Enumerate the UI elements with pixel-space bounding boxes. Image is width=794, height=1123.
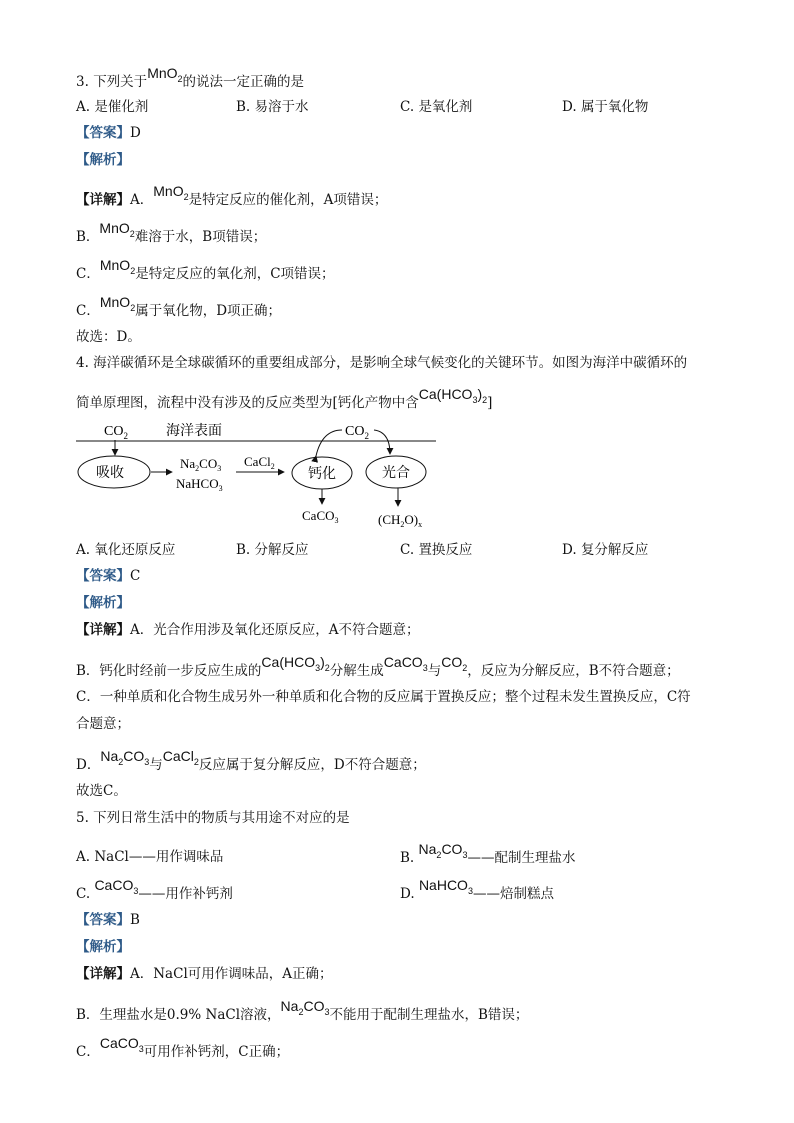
- co2-top-label: $CO_2$: [345, 424, 369, 441]
- q3-detail-d: C．MnO$_2$属于氧化物，D项正确；: [76, 294, 282, 319]
- svg-text:钙化: 钙化: [308, 467, 336, 482]
- q4-detail-c-line1: C．一种单质和化合物生成另外一种单质和化合物的反应属于置换反应；整个过程未发生置换反应，C符: [76, 689, 691, 705]
- q5-answer: 【答案】B: [76, 912, 140, 928]
- question-number: 3.: [76, 74, 89, 90]
- q3-stem: 3. 下列关于MnO$_2$的说法一定正确的是: [76, 65, 305, 90]
- q3-detail-c: C．MnO$_2$是特定反应的氧化剂，C项错误；: [76, 257, 335, 282]
- q4-detail-b: B．钙化时经前一步反应生成的$Ca(HCO_3)_2$分解生成CaCO$_3$与$CO_2$，反应为分解反应，B不符合题意；: [76, 654, 680, 679]
- carbon-cycle-diagram: [74, 418, 444, 530]
- ch2o-label: $(CH_2O)_x$: [378, 512, 423, 529]
- q3-option-c: C. 是氧化剂: [400, 99, 473, 115]
- q4-answer: 【答案】C: [76, 568, 141, 584]
- q3-option-a: A. 是催化剂: [76, 99, 149, 115]
- q3-answer: 【答案】D: [76, 125, 141, 141]
- q4-conclusion: 故选C。: [76, 783, 127, 799]
- q4-detail-d: D．$Na_2CO_3$与CaCl$_2$反应属于复分解反应，D不符合题意；: [76, 748, 426, 773]
- sea-surface-label: 海洋表面: [166, 424, 222, 439]
- q4-option-d: D. 复分解反应: [562, 542, 649, 558]
- q5-detail-a: 【详解】A．NaCl可用作调味品，A正确；: [76, 966, 333, 982]
- q3-option-b: B. 易溶于水: [236, 99, 309, 115]
- co2-left-label: $CO_2$: [104, 424, 128, 441]
- q4-option-a: A. 氧化还原反应: [76, 542, 176, 558]
- q3-detail-a: 【详解】A．MnO$_2$是特定反应的催化剂，A项错误；: [76, 183, 388, 208]
- q5-analysis-label: 【解析】: [76, 939, 130, 955]
- q3-conclusion: 故选：D。: [76, 329, 141, 345]
- formula-mno2: MnO$_2$: [147, 65, 183, 84]
- q3-analysis-label: 【解析】: [76, 152, 130, 168]
- na2co3-label: $Na_2CO_3$: [180, 456, 222, 473]
- svg-text:光合: 光合: [382, 466, 410, 481]
- q3-option-d: D. 属于氧化物: [562, 99, 649, 115]
- caco3-label: CaCO$_3$: [302, 508, 339, 525]
- q5-detail-c: C．CaCO$_3$可用作补钙剂，C正确；: [76, 1035, 290, 1060]
- q4-option-c: C. 置换反应: [400, 542, 473, 558]
- q3-detail-b: B．MnO$_2$难溶于水，B项错误；: [76, 220, 267, 245]
- q4-stem-line1: 4. 海洋碳循环是全球碳循环的重要组成部分，是影响全球气候变化的关键环节。如图为海洋中碳循环的: [76, 355, 688, 371]
- q5-option-a: A. NaCl——用作调味品: [76, 849, 224, 865]
- q5-stem: 5. 下列日常生活中的物质与其用途不对应的是: [76, 810, 350, 826]
- q4-detail-a: 【详解】A．光合作用涉及氧化还原反应，A不符合题意；: [76, 622, 420, 638]
- q5-option-d: D. NaHCO$_3$——焙制糕点: [400, 877, 554, 902]
- q4-detail-c-line2: 合题意；: [76, 716, 130, 732]
- q5-detail-b: B．生理盐水是0.9% NaCl溶液，$Na_2CO_3$不能用于配制生理盐水，B错误；: [76, 998, 529, 1023]
- q4-analysis-label: 【解析】: [76, 595, 130, 611]
- svg-text:吸收: 吸收: [96, 466, 124, 481]
- q4-option-b: B. 分解反应: [236, 542, 309, 558]
- nahco3-label: NaHCO$_3$: [176, 476, 223, 493]
- q5-option-c: C. CaCO$_3$——用作补钙剂: [76, 877, 233, 902]
- q4-stem-line2: 简单原理图，流程中没有涉及的反应类型为[钙化产物中含$Ca(HCO_3)_2$]: [76, 386, 493, 411]
- q5-option-b: B. $Na_2CO_3——$配制生理盐水: [400, 841, 576, 866]
- cacl2-label: CaCl$_2$: [244, 454, 275, 471]
